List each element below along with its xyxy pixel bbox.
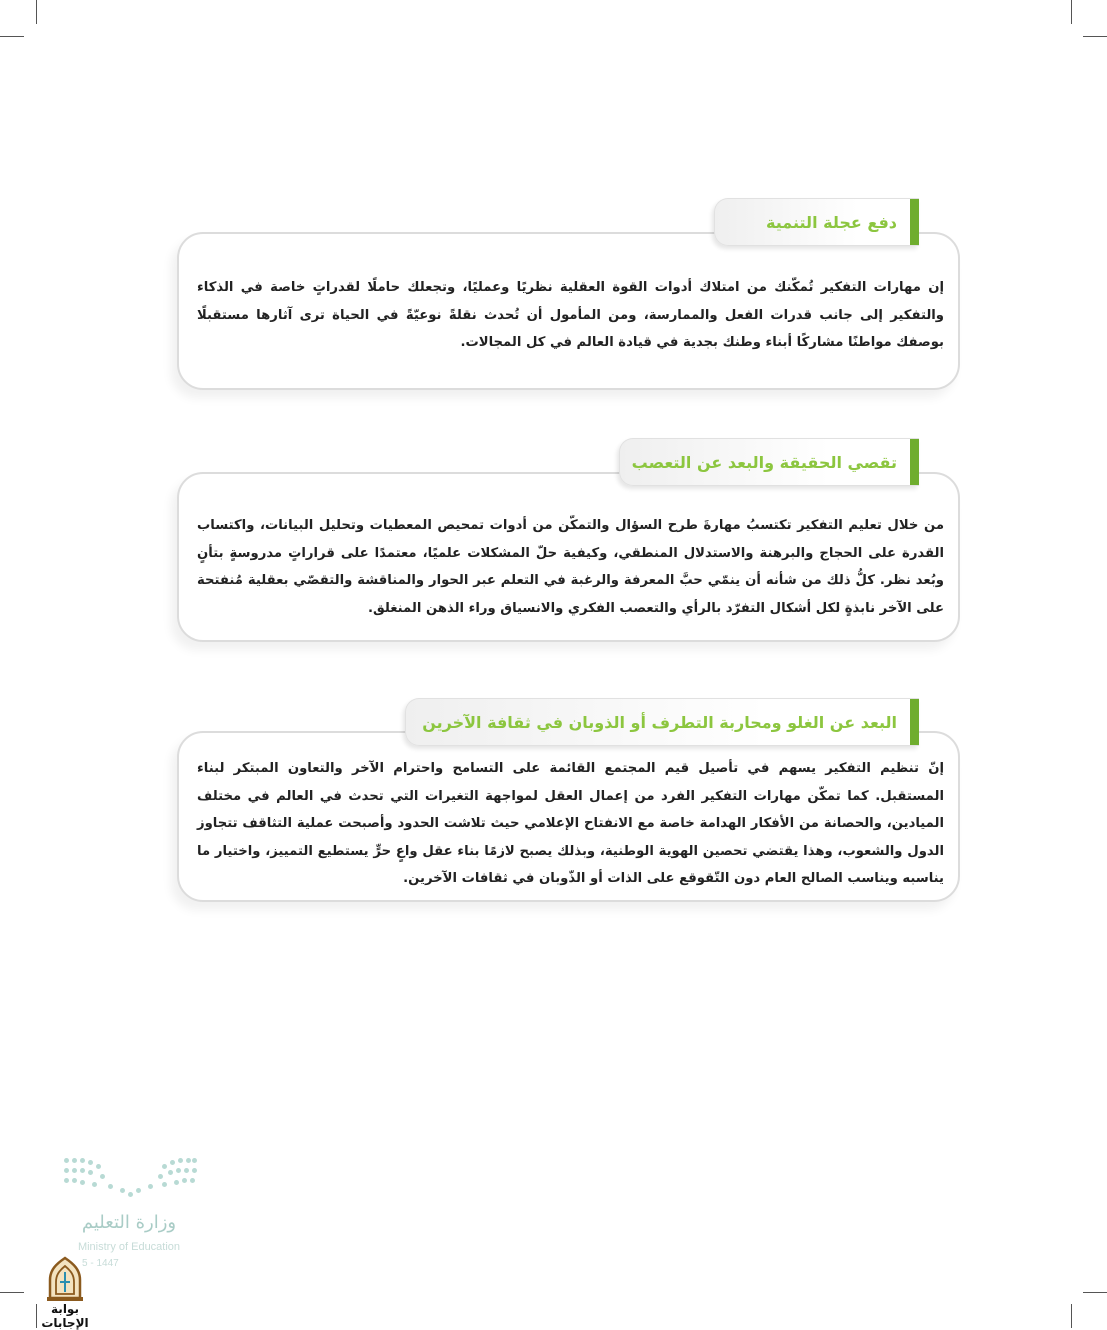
crop-mark-top-right-h: [1083, 36, 1107, 37]
ministry-name-english: Ministry of Education: [77, 1241, 181, 1253]
portal-name: بوابة الإجابات: [41, 1302, 89, 1330]
section-card-development: [177, 232, 960, 390]
section-heading-text: البعد عن الغلو ومحاربة التطرف أو الذوبان في ثقافة الآخرين: [422, 712, 897, 732]
portal-lantern-icon: [44, 1256, 86, 1302]
section-heading-text: دفع عجلة التنمية: [766, 212, 897, 232]
ministry-name-arabic: وزارة التعليم: [81, 1212, 177, 1233]
section-text-moderation: إنّ تنظيم التفكير يسهم في تأصيل قيم المجتمع القائمة على التسامح واحترام الآخر والتعاون المبتكر لبناء المستقبل. كما تمكّن مهارات التفكير الفرد من إعمال العقل لمواجهة التغيرات التي تحدث في العالم في مختلف الميادين، والحصانة من الأفكار الهدامة خاصة مع الانفتاح الإعلامي حيث تلاشت الحدود وأصبحت عملية التثاقف تتجاوز الدول والشعوب، وهذا يقتضي تحصين الهوية الوطنية، وبذلك يصبح لازمًا بناء عقل واعٍ حرٍّ يستطيع التمييز، واختيار ما يناسبه ويناسب الصالح العام دون التّقوقع على الذات أو الذّوبان في ثقافات الآخرين.: [197, 761, 944, 886]
section-card-truth-seeking: [177, 472, 960, 642]
heading-accent-bar: [910, 439, 919, 485]
crop-mark-top-left-h: [0, 36, 24, 37]
ministry-logo-dots-icon: [62, 1156, 198, 1200]
heading-accent-bar: [910, 199, 919, 245]
heading-accent-bar: [910, 699, 919, 745]
section-text-development: إن مهارات التفكير تُمكّنك من امتلاك أدوات القوة العقلية نظريًا وعمليًا، وتجعلك حاملًا لقدراتٍ خاصة في الذكاء والتفكير إلى جانب قدرات الفعل والممارسة، ومن المأمول أن تُحدث نقلةً نوعيّةً في الحياة ترى آثارها مستقبلًا بوصفك مواطنًا مشاركًا أبناء وطنك بجدية في قيادة العالم في كل المجالات.: [197, 280, 944, 350]
crop-mark-bottom-right-h: [1083, 1292, 1107, 1293]
crop-mark-top-right-v: [1071, 0, 1072, 24]
crop-mark-bottom-right-v: [1071, 1304, 1072, 1328]
section-heading-text: تقصي الحقيقة والبعد عن التعصب: [631, 452, 897, 472]
crop-mark-top-left-v: [36, 0, 37, 24]
section-heading-moderation: [405, 698, 919, 746]
section-text-truth-seeking: من خلال تعليم التفكير تكتسبُ مهارةَ طرح السؤال والتمكّن من أدوات تمحيص المعطيات وتحليل البيانات، واكتساب القدرة على الحجاج والبرهنة والاستدلال المنطقي، وكيفية حلّ المشكلات علميًا، معتمدًا على قراراتٍ مدروسةٍ بتأنٍ وبُعد نظر. كلُّ ذلك من شأنه أن ينمّي حبَّ المعرفة والرغبة في التعلم عبر الحوار والمناقشة والتقصّي بعقلية مُنفتحة على الآخر نابذةٍ لكل أشكال التفرّد بالرأي والتعصب الفكري والانسياق وراء الذهن المنغلق.: [197, 518, 944, 616]
section-heading-truth-seeking: [619, 438, 919, 486]
section-card-moderation: [177, 731, 960, 902]
ministry-year: 5 - 1447: [82, 1258, 119, 1269]
section-heading-development: [714, 198, 919, 246]
crop-mark-bottom-left-h: [0, 1292, 24, 1293]
